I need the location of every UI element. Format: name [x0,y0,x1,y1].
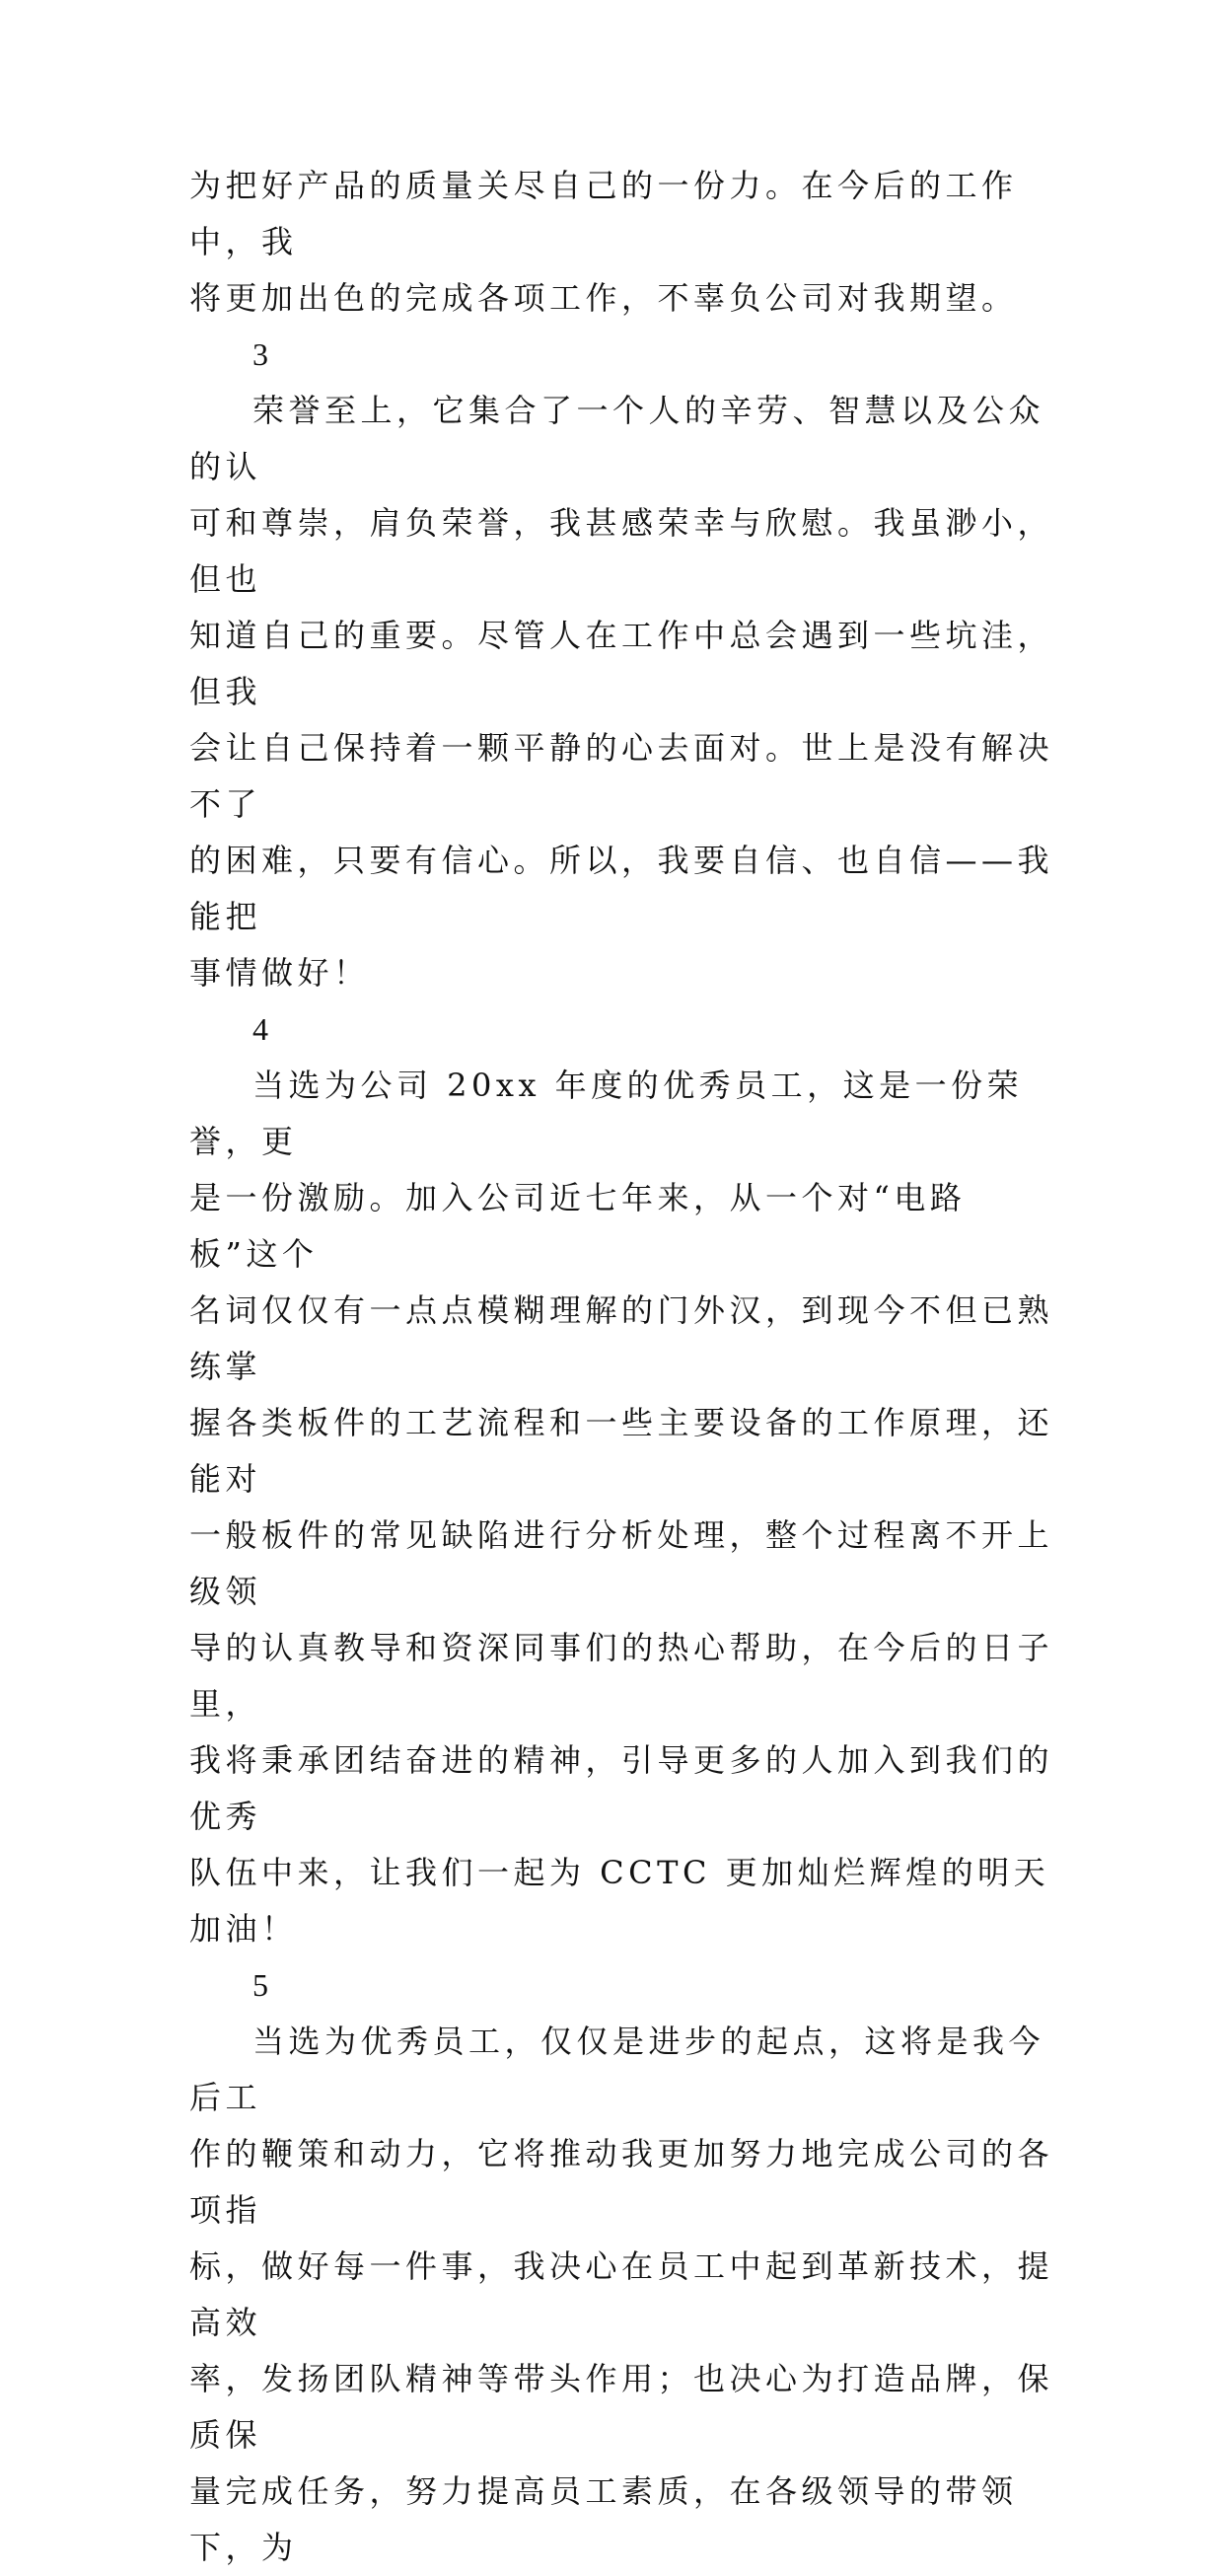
text-line: 知道自己的重要。尽管人在工作中总会遇到一些坑洼，但我 [189,617,1054,710]
text-line: 导的认真教导和资深同事们的热心帮助，在今后的日子里， [189,1629,1054,1723]
text-line: 事情做好！ [189,954,370,992]
text-line-indented [189,1058,1057,1170]
text-line: 名词仅仅有一点点模糊理解的门外汉，到现今不但已熟练掌 [189,1291,1054,1385]
text-line-content: 当选为优秀员工，仅仅是进步的起点，这将是我今后工 [189,2023,1045,2116]
text-line: 标，做好每一件事，我决心在员工中起到革新技术，提高效 [189,2247,1054,2341]
section-number: 4 [252,1011,273,1047]
text-line: 将更加出色的完成各项工作，不辜负公司对我期望。 [189,279,1018,317]
text-line-content: 当选为公司 20xx 年度的优秀员工，这是一份荣誉，更 [189,1067,1024,1160]
text-line-content: 荣誉至上，它集合了一个人的辛劳、智慧以及公众的认 [189,392,1045,485]
text-line: 率，发扬团队精神等带头作用；也决心为打造品牌，保质保 [189,2360,1054,2454]
text-line: 一般板件的常见缺陷进行分析处理，整个过程离不开上级领 [189,1516,1054,1610]
text-line: 握各类板件的工艺流程和一些主要设备的工作原理，还能对 [189,1404,1054,1498]
text-line: 的困难，只要有信心。所以，我要自信、也自信——我能把 [189,842,1054,935]
text-line: 可和尊崇，肩负荣誉，我甚感荣幸与欣慰。我虽渺小，但也 [189,504,1054,598]
text-line: 作的鞭策和动力，它将推动我更加努力地完成公司的各项指 [189,2135,1054,2229]
text-line: 是一份激励。加入公司近七年来，从一个对“电路板”这个 [189,1179,967,1273]
text-line: 为把好产品的质量关尽自己的一份力。在今后的工作中，我 [189,167,1018,260]
section-number: 5 [252,1967,273,2003]
text-line: 会让自己保持着一颗平静的心去面对。世上是没有解决不了 [189,729,1054,823]
section-number: 3 [252,336,273,372]
text-line: 量完成任务，努力提高员工素质，在各级领导的带领下，为 [189,2472,1018,2566]
document-body [189,158,1057,2576]
text-line: 队伍中来，让我们一起为 CCTC 更加灿烂辉煌的明天加油！ [189,1854,1050,1948]
text-line: 我将秉承团结奋进的精神，引导更多的人加入到我们的优秀 [189,1741,1054,1835]
text-line-indented [189,2014,1057,2126]
text-line-indented [189,383,1057,495]
